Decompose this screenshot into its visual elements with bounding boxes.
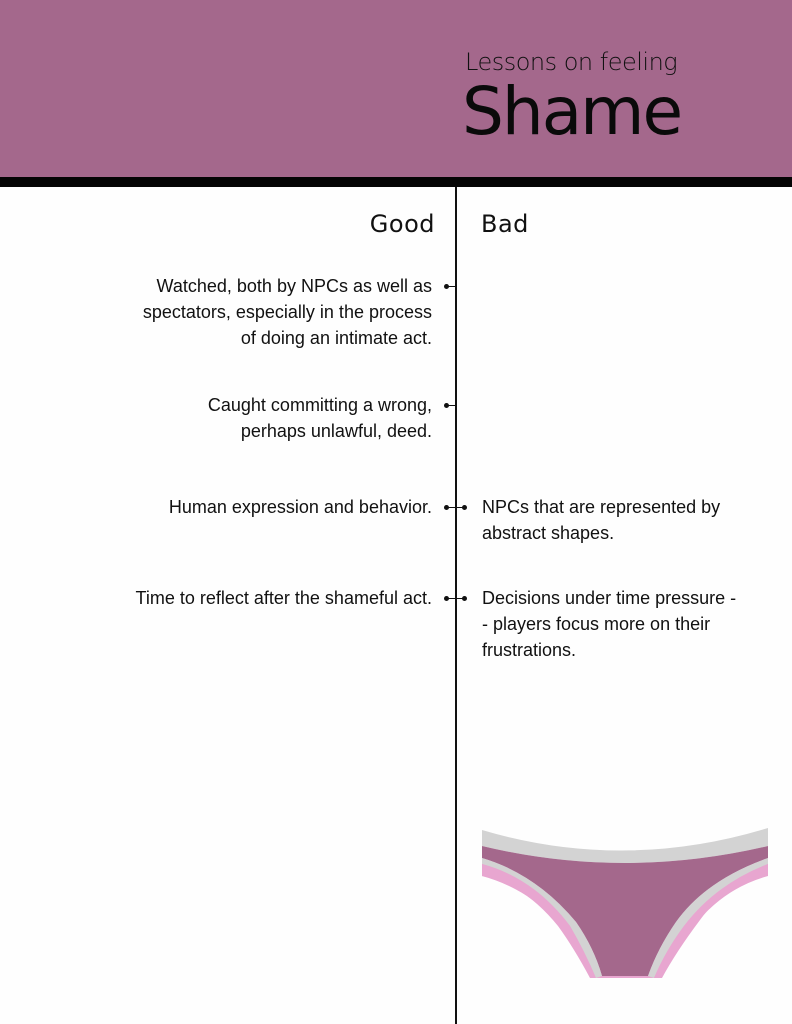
- good-item-caught: Caught committing a wrong, perhaps unlawful, deed.: [207, 395, 432, 441]
- bad-item-marker: [462, 596, 467, 601]
- good-item-watched: Watched, both by NPCs as well as spectators, especially in the process of doing an intimate act.: [142, 276, 432, 348]
- bad-item-marker: [462, 505, 467, 510]
- header-band: [0, 0, 792, 177]
- good-item-connector: [446, 286, 456, 287]
- underwear-icon: [476, 822, 772, 982]
- column-divider: [455, 187, 457, 1024]
- header-divider: [0, 177, 792, 187]
- page-subtitle: Lessons on feeling: [465, 48, 678, 76]
- good-item-time-to-reflect: Time to reflect after the shameful act.: [135, 588, 432, 608]
- page-title: Shame: [462, 73, 682, 150]
- good-item-connector: [446, 405, 456, 406]
- bad-column-heading: Bad: [481, 210, 529, 238]
- bad-item-abstract-npcs: NPCs that are represented by abstract shapes.: [482, 497, 721, 543]
- underwear-body: [482, 846, 768, 976]
- good-item-human-expression: Human expression and behavior.: [168, 497, 432, 517]
- good-column-heading: Good: [369, 210, 435, 238]
- bad-item-time-pressure: Decisions under time pressure -- players focus more on their frustrations.: [482, 588, 737, 660]
